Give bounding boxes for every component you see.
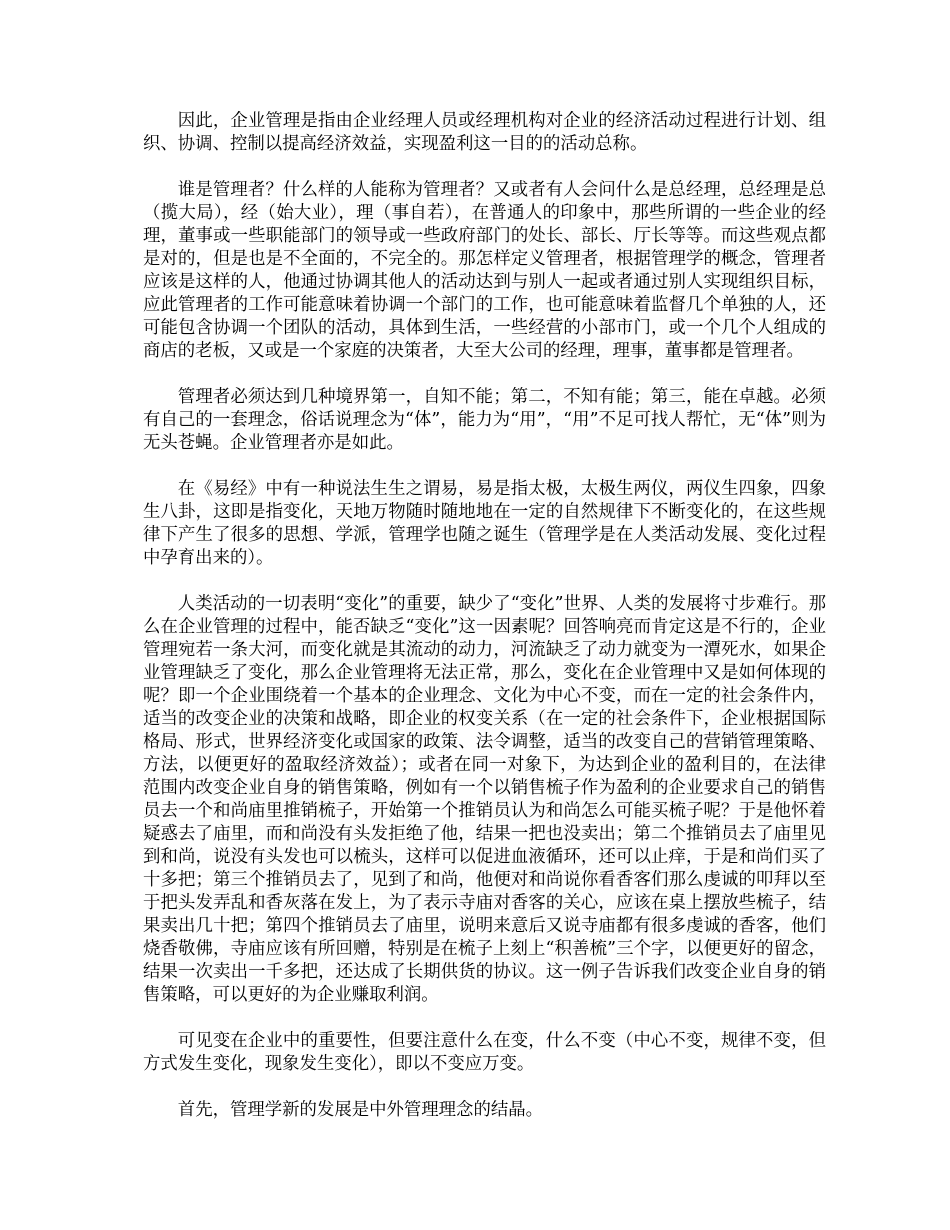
paragraph-first: 首先，管理学新的发展是中外管理理念的结晶。 [177,1100,544,1120]
document-body [143,110,826,1145]
paragraph-who-is-manager: 谁是管理者？什么样的人能称为管理者？又或者有人会问什么是总经理，总经理是总（揽大局），经（始大业），理（事自若），在普通人的印象中，那些所谓的一些企业的经理，董事或一些职能部门的领导或一些政府部门的处长、部长、厅长等等。而这些观点都是对的，但是也是不全面的，不完全的。那怎样定义管理者，根据管理学的概念，管理者应该是这样的人，他通过协调其他人的活动达到与别人一起或者通过别人实现组织目标，应此管理者的工作可能意味着协调一个部门的工作，也可能意味着监督几个单独的人，还可能包含协调一个团队的活动，具体到生活，一些经营的小部市门，或一个几个人组成的商店的老板，又或是一个家庭的决策者，大至大公司的经理，理事，董事都是管理者。 [143,180,826,361]
paragraph-manager-realms: 管理者必须达到几种境界第一，自知不能；第二，不知有能；第三，能在卓越。必须有自己的一套理念，俗话说理念为“体”，能力为“用”，“用”不足可找人帮忙，无“体”则为无头苍蝇。企业管理者亦是如此。 [143,387,826,453]
paragraph-importance-of-change: 可见变在企业中的重要性，但要注意什么在变，什么不变（中心不变，规律不变，但方式发生变化，现象发生变化），即以不变应万变。 [143,1031,826,1074]
paragraph-definition: 因此，企业管理是指由企业经理人员或经理机构对企业的经济活动过程进行计划、组织、协调、控制以提高经济效益，实现盈利这一目的的活动总称。 [143,111,826,154]
paragraph-yijing: 在《易经》中有一种说法生生之谓易，易是指太极，太极生两仪，两仪生四象，四象生八卦，这即是指变化，天地万物随时随地地在一定的自然规律下不断变化的，在这些规律下产生了很多的思想、学派，管理学也随之诞生（管理学是在人类活动发展、变化过程中孕育出来的）。 [143,479,826,568]
paragraph-change: 人类活动的一切表明“变化”的重要，缺少了“变化”世界、人类的发展将寸步难行。那么在企业管理的过程中，能否缺乏“变化”这一因素呢？回答响亮而肯定这是不行的，企业管理宛若一条大河，而变化就是其流动的动力，河流缺乏了动力就变为一潭死水，如果企业管理缺乏了变化，那么企业管理将无法正常，那么，变化在企业管理中又是如何体现的呢？即一个企业围绕着一个基本的企业理念、文化为中心不变，而在一定的社会条件内，适当的改变企业的决策和战略，即企业的权变关系（在一定的社会条件下，企业根据国际格局、形式，世界经济变化或国家的政策、法令调整，适当的改变自己的营销管理策略、方法，以便更好的盈取经济效益）；或者在同一对象下，为达到企业的盈利目的，在法律范围内改变企业自身的销售策略，例如有一个以销售梳子作为盈利的企业要求自己的销售员去一个和尚庙里推销梳子，开始第一个推销员认为和尚怎么可能买梳子呢？于是他怀着疑惑去了庙里，而和尚没有头发拒绝了他，结果一把也没卖出；第二个推销员去了庙里见到和尚，说没有头发也可以梳头，这样可以促进血液循环，还可以止痒，于是和尚们买了十多把；第三个推销员去了，见到了和尚，他便对和尚说你看香客们那么虔诚的叩拜以至于把头发弄乱和香灰落在发上，为了表示寺庙对香客的关心，应该在桌上摆放些梳子，结果卖出几十把；第四个推销员去了庙里，说明来意后又说寺庙都有很多虔诚的香客，他们烧香敬佛，寺庙应该有所回赠，特别是在梳子上刻上“积善梳”三个字，以便更好的留念，结果一次卖出一千多把，还达成了长期供货的协议。这一例子告诉我们改变企业自身的销售策略，可以更好的为企业赚取利润。 [143,594,826,1005]
